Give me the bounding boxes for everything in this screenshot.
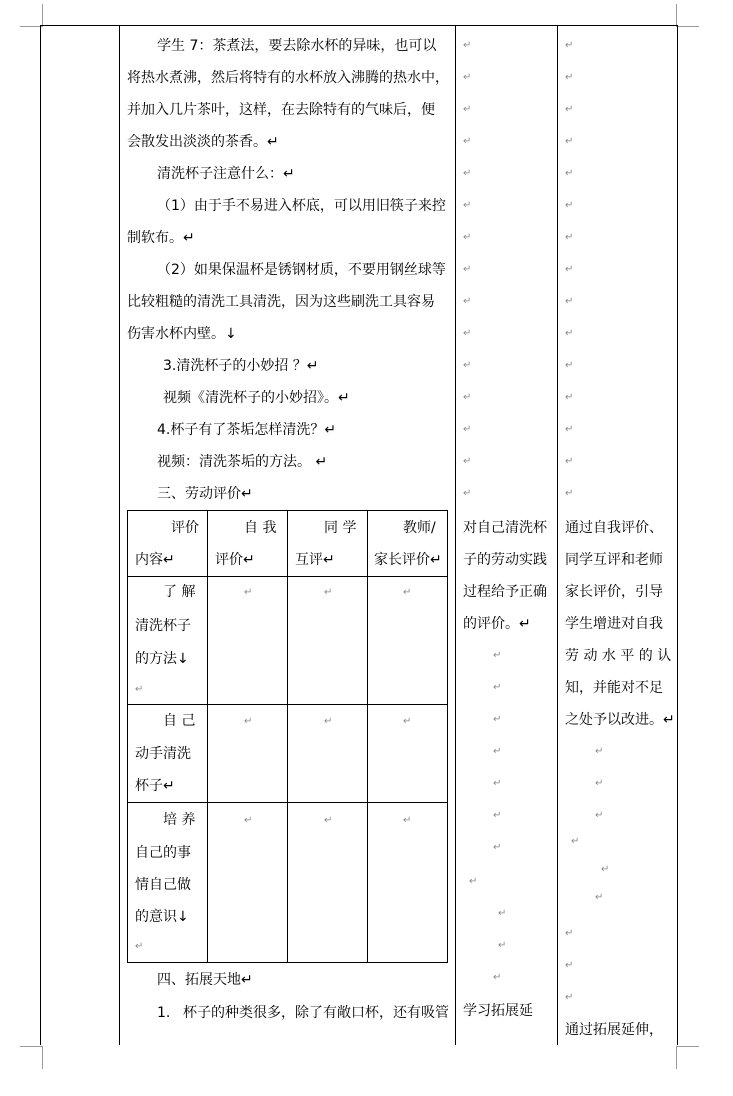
student7-line-3: 并加入几片茶叶，这样，在去除特有的气味后，便 xyxy=(127,102,435,118)
intent-line-1: 通过自我评价、 xyxy=(565,520,663,536)
eval-row3-label-1: 培 养 xyxy=(163,812,196,828)
paragraph-mark: ↵ xyxy=(565,168,574,179)
eval-row3-label-5: ↵ xyxy=(135,941,144,952)
care-2-line-1: （2）如果保温杯是锈钢材质，不要用钢丝球等 xyxy=(157,262,446,278)
paragraph-mark: ↵ xyxy=(463,104,472,115)
paragraph-mark: ↵ xyxy=(601,864,610,875)
eval-col-line-2 xyxy=(287,510,288,963)
paragraph-mark: ↵ xyxy=(565,136,574,147)
paragraph-mark: ↵ xyxy=(463,232,472,243)
paragraph-mark: ↵ xyxy=(463,392,472,403)
crop-mark-top-left xyxy=(20,4,43,27)
eval-col-line-3 xyxy=(367,510,368,963)
intent-line-7: 之处予以改进。↵ xyxy=(565,712,675,728)
video-1: 视频《清洗杯子的小妙招》。↵ xyxy=(163,390,350,406)
eval-row2-teacher-cell: ↵ xyxy=(403,716,412,727)
section-3-title: 三、劳动评价↵ xyxy=(157,486,253,502)
eval-row1-teacher-cell: ↵ xyxy=(403,587,412,598)
eval-col-line-1 xyxy=(207,510,208,963)
eval-header-teacher-2: 家长评价↵ xyxy=(374,552,442,568)
eval-header-peer-2: 互评↵ xyxy=(295,552,335,568)
eval-row1-label-1: 了 解 xyxy=(163,584,196,600)
intent-line-5: 劳 动 水 平 的 认 xyxy=(565,648,672,664)
crop-mark-bottom-left xyxy=(20,1046,43,1069)
care-1-line-1: （1）由于手不易进入杯底，可以用旧筷子来控 xyxy=(157,198,446,214)
paragraph-mark: ↵ xyxy=(463,456,472,467)
care-2-line-2: 比较粗糙的清洗工具清洗，因为这些刷洗工具容易 xyxy=(127,294,435,310)
paragraph-mark: ↵ xyxy=(463,40,472,51)
column-divider-3 xyxy=(557,25,558,1045)
paragraph-mark: ↵ xyxy=(595,746,604,757)
student7-line-2: 将热水煮沸，然后将特有的水杯放入沸腾的热水中， xyxy=(127,70,449,86)
paragraph-mark: ↵ xyxy=(493,972,502,983)
section-4-title: 四、拓展天地↵ xyxy=(157,972,253,988)
eval-row2-peer-cell: ↵ xyxy=(324,716,333,727)
eval-row1-label-2: 清洗杯子 xyxy=(135,618,191,634)
student-eval-line-1: 对自己清洗杯 xyxy=(463,520,547,536)
care-2-line-3: 伤害水杯内壁。↓ xyxy=(127,326,237,342)
paragraph-mark: ↵ xyxy=(565,296,574,307)
paragraph-mark: ↵ xyxy=(565,104,574,115)
paragraph-mark: ↵ xyxy=(493,650,502,661)
paragraph-mark: ↵ xyxy=(565,200,574,211)
paragraph-mark: ↵ xyxy=(565,992,574,1003)
paragraph-mark: ↵ xyxy=(565,232,574,243)
eval-row1-self-cell: ↵ xyxy=(244,587,253,598)
paragraph-mark: ↵ xyxy=(565,424,574,435)
student-eval-line-4: 的评价。↵ xyxy=(463,616,531,632)
eval-header-peer-1: 同 学 xyxy=(324,520,357,536)
paragraph-mark: ↵ xyxy=(565,392,574,403)
intent-line-2: 同学互评和老师 xyxy=(565,552,663,568)
paragraph-mark: ↵ xyxy=(463,200,472,211)
paragraph-mark: ↵ xyxy=(565,456,574,467)
student-eval-line-3: 过程给予正确 xyxy=(463,584,547,600)
eval-row1-label-3: 的方法↓ xyxy=(135,651,189,667)
eval-row1-peer-cell: ↵ xyxy=(324,587,333,598)
eval-header-self-1: 自 我 xyxy=(244,520,277,536)
eval-row3-teacher-cell: ↵ xyxy=(403,815,412,826)
eval-header-self-2: 评价↵ xyxy=(215,552,255,568)
paragraph-mark: ↵ xyxy=(565,928,574,939)
paragraph-mark: ↵ xyxy=(463,72,472,83)
paragraph-mark: ↵ xyxy=(463,360,472,371)
item-1-text: 杯子的种类很多，除了有敞口杯，还有吸管 xyxy=(183,1005,449,1021)
eval-row3-label-2: 自己的事 xyxy=(135,845,191,861)
eval-header-content-1: 评价 xyxy=(171,520,199,536)
paragraph-mark: ↵ xyxy=(493,778,502,789)
paragraph-mark: ↵ xyxy=(493,810,502,821)
paragraph-mark: ↵ xyxy=(493,714,502,725)
paragraph-mark: ↵ xyxy=(463,296,472,307)
paragraph-mark: ↵ xyxy=(493,842,502,853)
paragraph-mark: ↵ xyxy=(463,264,472,275)
eval-row2-self-cell: ↵ xyxy=(244,716,253,727)
eval-row-line-3 xyxy=(127,802,448,803)
eval-row3-label-4: 的意识↓ xyxy=(135,909,189,925)
video-2: 视频：清洗茶垢的方法。 ↵ xyxy=(157,454,328,470)
intent-line-4: 学生增进对自我 xyxy=(565,616,663,632)
paragraph-mark: ↵ xyxy=(595,778,604,789)
eval-header-teacher-1: 教师/ xyxy=(403,520,436,536)
eval-row3-label-3: 情自己做 xyxy=(135,877,191,893)
eval-row-line-2 xyxy=(127,704,448,705)
paragraph-mark: ↵ xyxy=(463,424,472,435)
paragraph-mark: ↵ xyxy=(565,488,574,499)
paragraph-mark: ↵ xyxy=(565,328,574,339)
eval-row2-label-3: 杯子↵ xyxy=(135,778,175,794)
intent-extension-text: 通过拓展延伸， xyxy=(565,1022,663,1038)
care-title: 清洗杯子注意什么：↵ xyxy=(157,166,295,182)
tip-3: 3.清洗杯子的小妙招 ？↵ xyxy=(163,358,319,374)
intent-line-6: 知，并能对不足 xyxy=(565,680,663,696)
crop-mark-top-right xyxy=(676,4,699,27)
paragraph-mark: ↵ xyxy=(463,136,472,147)
tip-4: 4.杯子有了茶垢怎样清洗？↵ xyxy=(157,422,337,438)
eval-row2-label-1: 自 己 xyxy=(163,713,196,729)
care-1-line-2: 制软布。↵ xyxy=(127,230,195,246)
paragraph-mark: ↵ xyxy=(498,908,507,919)
paragraph-mark: ↵ xyxy=(565,72,574,83)
paragraph-mark: ↵ xyxy=(595,810,604,821)
paragraph-mark: ↵ xyxy=(498,940,507,951)
eval-header-content-2: 内容↵ xyxy=(135,552,175,568)
paragraph-mark: ↵ xyxy=(565,264,574,275)
paragraph-mark: ↵ xyxy=(565,40,574,51)
student7-line-1: 学生 7：茶煮法，要去除水杯的异味，也可以 xyxy=(157,38,437,54)
intent-line-3: 家长评价，引导 xyxy=(565,584,663,600)
paragraph-mark: ↵ xyxy=(463,488,472,499)
student7-line-4: 会散发出淡淡的茶香。↵ xyxy=(127,134,279,150)
paragraph-mark: ↵ xyxy=(565,360,574,371)
paragraph-mark: ↵ xyxy=(595,892,604,903)
student-eval-line-2: 子的劳动实践 xyxy=(463,552,547,568)
paragraph-mark: ↵ xyxy=(463,168,472,179)
item-1-number: 1. xyxy=(157,1005,171,1021)
eval-row3-self-cell: ↵ xyxy=(244,815,253,826)
paragraph-mark: ↵ xyxy=(493,682,502,693)
paragraph-mark: ↵ xyxy=(493,746,502,757)
paragraph-mark: ↵ xyxy=(565,960,574,971)
paragraph-mark: ↵ xyxy=(469,876,478,887)
student-extension-text: 学习拓展延 xyxy=(463,1003,533,1019)
eval-row-line-1 xyxy=(127,576,448,577)
paragraph-mark: ↵ xyxy=(463,328,472,339)
eval-row3-peer-cell: ↵ xyxy=(324,815,333,826)
eval-row2-label-2: 动手清洗 xyxy=(135,746,191,762)
column-divider-2 xyxy=(455,25,456,1045)
eval-row1-label-4: ↵ xyxy=(135,684,144,695)
column-divider-1 xyxy=(119,25,120,1045)
crop-mark-bottom-right xyxy=(676,1046,699,1069)
paragraph-mark: ↵ xyxy=(571,836,580,847)
